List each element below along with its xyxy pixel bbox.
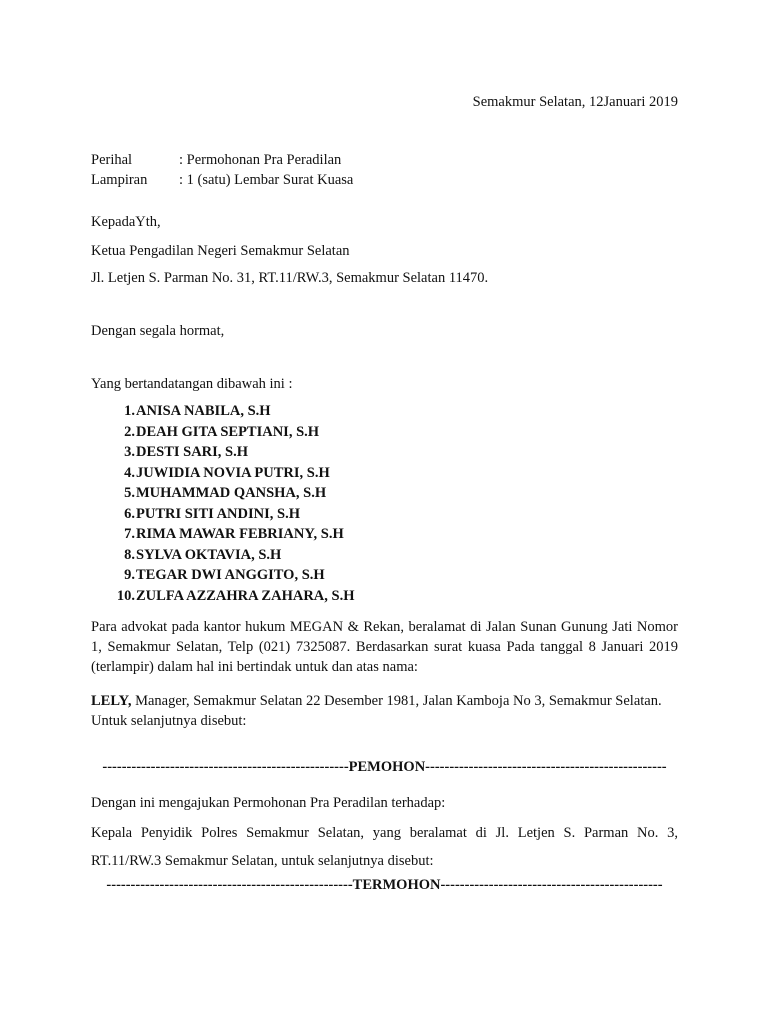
salutation: Dengan segala hormat, <box>91 323 225 339</box>
request-intro: Dengan ini mengajukan Permohonan Pra Peradilan terhadap: <box>91 795 446 811</box>
list-item: 1.ANISA NABILA, S.H <box>124 403 271 419</box>
divider-pemohon: ---------------------------------------------------PEMOHON-------------------------------------------------- <box>102 759 667 775</box>
list-item: 5.MUHAMMAD QANSHA, S.H <box>124 485 327 501</box>
list-item: 7.RIMA MAWAR FEBRIANY, S.H <box>124 526 344 542</box>
kepada-yth: KepadaYth, <box>91 214 161 230</box>
list-item: 4.JUWIDIA NOVIA PUTRI, S.H <box>124 464 330 481</box>
client-detail: Manager, Semakmur Selatan 22 Desember 1981, Jalan Kamboja No 3, Semakmur Selatan. Untuk selanjutnya disebut: <box>91 693 662 729</box>
lampiran-label: Lampiran <box>91 172 148 188</box>
intro-text: Yang bertandatangan dibawah ini : <box>91 376 293 392</box>
perihal-value: : Permohonan Pra Peradilan <box>179 152 342 168</box>
list-item: 2.DEAH GITA SEPTIANI, S.H <box>124 423 320 440</box>
client-paragraph <box>91 691 678 731</box>
client-name: LELY, <box>91 693 132 709</box>
place-date: Semakmur Selatan, 12Januari 2019 <box>472 94 678 110</box>
advocate-paragraph: Para advokat pada kantor hukum MEGAN & Rekan, beralamat di Jalan Sunan Gunung Jati Nomor 1, Semakmur Selatan, Telp (021) 7325087. Berdasarkan surat kuasa Pada tanggal 8 Januari 2019 (terlampir) dalam hal ini bertindak untuk dan atas nama: <box>91 619 678 675</box>
lampiran-value: : 1 (satu) Lembar Surat Kuasa <box>179 172 354 188</box>
recipient-address: Jl. Letjen S. Parman No. 31, RT.11/RW.3, Semakmur Selatan 11470. <box>91 270 489 286</box>
list-item: 10.ZULFA AZZAHRA ZAHARA, S.H <box>116 587 355 604</box>
list-item: 6.PUTRI SITI ANDINI, S.H <box>124 505 300 522</box>
recipient: Ketua Pengadilan Negeri Semakmur Selatan <box>91 243 350 259</box>
list-item: 3.DESTI SARI, S.H <box>124 444 249 460</box>
perihal-label: Perihal <box>91 152 133 168</box>
perihal-line <box>91 151 341 169</box>
advocate-list <box>91 401 354 606</box>
lampiran-line <box>91 171 353 189</box>
list-item: 8.SYLVA OKTAVIA, S.H <box>124 546 282 563</box>
respondent-paragraph: Kepala Penyidik Polres Semakmur Selatan, yang beralamat di Jl. Letjen S. Parman No. 3, RT.11/RW.3 Semakmur Selatan, untuk selanjutnya disebut: <box>91 825 678 869</box>
list-item: 9.TEGAR DWI ANGGITO, S.H <box>124 567 325 583</box>
divider-termohon: ---------------------------------------------------TERMOHON---------------------------------------------- <box>106 877 663 893</box>
